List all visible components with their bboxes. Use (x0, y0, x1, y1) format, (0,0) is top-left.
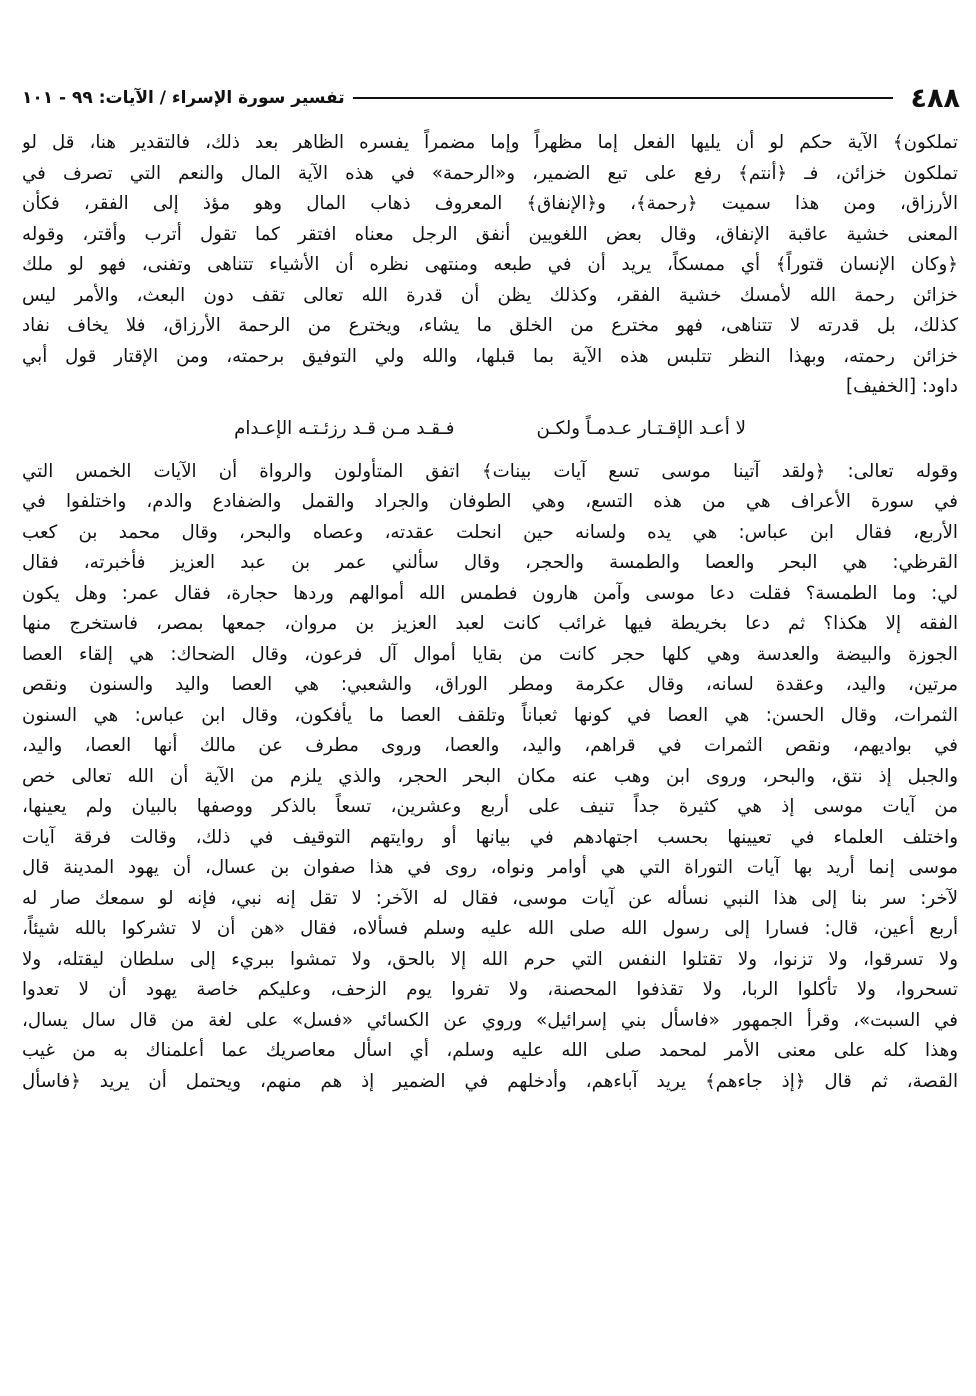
text-line: واختلف العلماء في تعيينها بحسب اجتهادهم في بيانها أو روايتهم التوقيف في ذلك، وقالت فرقة آيات (22, 826, 958, 848)
text-line: الفقه إلا هكذا؟ ثم دعا بخريطة فيها غرائب كانت لعبد العزيز بن مروان، جمعها بمصر، فاستخرج منها (22, 613, 958, 634)
text-line: تملكون﴾ الآية حكم لو أن يليها الفعل إما مظهراً وإما مضمراً يفسره الظاهر بعد ذلك، فالتقدير هنا، قل لو (22, 132, 958, 153)
text-line: مرتين، واليد، وعقدة لسانه، وقال عكرمة ومطر الوراق، والشعبي: هي العصا واليد والسنون ونقص (22, 674, 958, 695)
page-header (22, 80, 960, 116)
text-line: القصة، ثم قال ﴿إذ جاءهم﴾ يريد آباءهم، وأدخلهم في الضمير إذ هم منهم، ويحتمل أن يريد ﴿فاسأل (22, 1070, 958, 1092)
text-line: موسى إنما أريد بها آيات التوراة التي هي أوامر ونواه، روى في هذا صفوان بن عسال، أن يهود المدينة قال (22, 857, 958, 878)
text-line: في بواديهم، ونقص الثمرات في قراهم، واليد، والعصا، وروى مطرف عن مالك أنها العصا، واليد، (22, 735, 958, 756)
text-line: ﴿وكان الإنسان قتوراً﴾ أي ممسكاً، يريد أن في طبعه ومنتهى نظره أن الأشياء تتناهى وتفنى، فهو لو ملك (22, 254, 958, 275)
text-line: في سورة الأعراف هي من هذه التسع، وهي الطوفان والجراد والقمل والضفادع والدم، واختلفوا في (22, 491, 958, 512)
page-body (22, 128, 958, 1097)
text-line: كذلك، بل قدرته لا تتناهى، فهو مخترع من الخلق ما يشاء، ويخترع من الرحمة الأرزاق، فلا يخاف نفاد (22, 315, 958, 336)
page-number: ٤٨٨ (910, 82, 960, 114)
text-line: الثمرات، وقال الحسن: هي العصا في كونها ثعباناً وتلقف العصا ما يأفكون، وقال ابن عباس: هي السنون (22, 704, 958, 726)
text-line: ولا تسرقوا، ولا تزنوا، ولا تقتلوا النفس التي حرم الله إلا بالحق، ولا تمشوا ببريء إلى سلطان ليقتله، ولا (22, 948, 958, 970)
text-line: تملكون خزائن، فـ ﴿أنتم﴾ رفع على تبع الضمير، و«الرحمة» في هذه الآية المال والنعم التي تصرف في (22, 162, 958, 184)
text-line: الأربع، فقال ابن عباس: هي يده ولسانه حين انحلت عقدته، وعصاه والبحر، وقال محمد بن كعب (22, 521, 958, 543)
running-title: تفسير سورة الإسراء / الآيات: ٩٩ - ١٠١ (22, 88, 345, 108)
verse-left-hemistich: فـقـد مـن قـد رزئـتـه الإعـدام (234, 417, 455, 439)
text-line: لآخر: سر بنا إلى هذا النبي نسأله عن آيات موسى، فقال له الآخر: لا تقل إنه نبي، فإنه لو سمعك صار له (22, 887, 958, 909)
verse-right-hemistich: لا أعـد الإقـتـار عـدمـاً ولكـن (536, 417, 746, 439)
text-line: داود: [الخفيف] (846, 376, 958, 397)
text-line: وقوله تعالى: ﴿ولقد آتينا موسى تسع آيات بينات﴾ اتفق المتأولون والرواة أن الآيات الخمس التي (22, 460, 958, 482)
text-line: تسحروا، ولا تأكلوا الربا، ولا تقذفوا المحصنة، ولا تفروا يوم الزحف، وعليكم خاصة يهود أن لا تعدوا (22, 979, 958, 1000)
text-line: أربع أعين، قال: فسارا إلى رسول الله صلى الله عليه وسلم فسألاه، فقال «هن أن لا تشركوا بالله شيئاً، (22, 918, 958, 939)
header-rule (353, 97, 893, 99)
text-line: وهذا كله على معنى الأمر لمحمد صلى الله عليه وسلم، أي اسأل معاصريك عما أعلمناك به من غيب (22, 1040, 958, 1061)
text-line: خزائن رحمة الله لأمسك خشية الفقر، وكذلك يظن أن قدرة الله تعالى تقف دون البعث، والأمر ليس (22, 284, 958, 306)
text-line: من آيات موسى إذ هي كثيرة جداً تنيف على أربع وعشرين، تسعاً بالذكر ووصفها بالبيان ولم يعينها، (22, 796, 958, 817)
text-line: لي: وما الطمسة؟ فقلت دعا موسى وآمن هارون فطمس الله أموالهم وردها حجارة، فقال عمر: وهل يكون (22, 582, 958, 604)
text-line: القرظي: هي البحر والعصا والطمسة والحجر، وقال سألني عمر بن عبد العزيز فأخبرته، فقال (22, 552, 958, 573)
text-line: في السبت»، وقرأ الجمهور «فاسأل بني إسرائيل» وروي عن الكسائي «فسل» على لغة من قال سال يسال، (22, 1009, 958, 1031)
poetry-verse (22, 409, 958, 449)
text-line: والجبل إذ نتق، والبحر، وروى ابن وهب عنه مكان البحر الحجر، والذي يلزم من الآية أن الله تعالى خص (22, 765, 958, 787)
text-line: خزائن رحمته، وبهذا النظر تتلبس هذه الآية بما قبلها، والله ولي التوفيق برحمته، ومن الإقتار قول أبي (22, 345, 958, 367)
text-line: المعنى خشية عاقبة الإنفاق، وقال بعض اللغويين أنفق الرجل معناه افتقر كما تقول أترب وأقتر، وقوله (22, 223, 958, 245)
text-line: الأرزاق، ومن هذا سميت ﴿رحمة﴾، و﴿الإنفاق﴾ المعروف ذهاب المال وهو مؤذ إلى الفقر، فكأن (22, 193, 958, 214)
text-line: الجوزة والبيضة والعدسة وهي كلها حجر كانت من بقايا أموال آل فرعون، وقال الضحاك: هي إلقاء العصا (22, 643, 958, 665)
